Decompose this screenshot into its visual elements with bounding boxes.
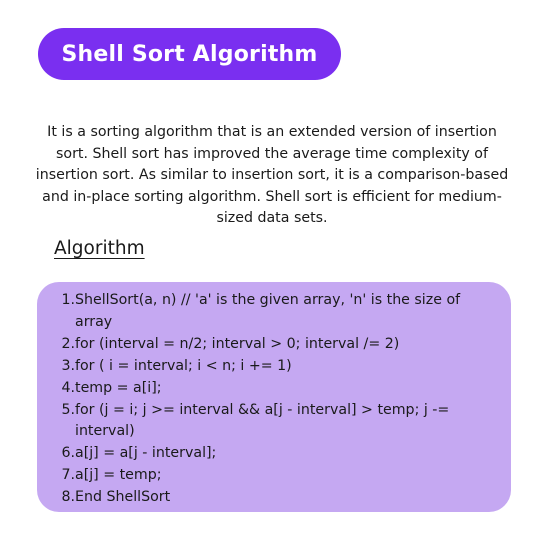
step-text: for (j = i; j >= interval && a[j - interval] > temp; j -= interval) — [75, 401, 450, 440]
step-number: 1. — [61, 292, 75, 308]
title-banner — [38, 28, 341, 80]
algorithm-step — [59, 334, 495, 356]
step-number: 4. — [61, 379, 75, 396]
algorithm-steps — [59, 290, 495, 509]
step-text: temp = a[i]; — [75, 379, 162, 396]
step-number: 8. — [61, 489, 75, 506]
algorithm-step — [59, 290, 495, 334]
algorithm-step — [59, 487, 495, 509]
step-text: for ( i = interval; i < n; i += 1) — [75, 357, 292, 374]
step-number: 6. — [61, 445, 75, 462]
page-title: Shell Sort Algorithm — [61, 41, 318, 67]
algorithm-step — [59, 465, 495, 487]
algorithm-step — [59, 378, 495, 400]
step-text: a[j] = a[j - interval]; — [75, 445, 217, 462]
step-text: End ShellSort — [75, 489, 171, 506]
algorithm-heading: Algorithm — [54, 238, 145, 259]
step-number: 2. — [61, 335, 75, 352]
algorithm-step — [59, 400, 495, 444]
intro-paragraph: It is a sorting algorithm that is an extended version of insertion sort. Shell sort has improved the average time complexity of insertion sort. As similar to insertion sort, it is a comparison-based and in-place sorting algorithm. Shell sort is efficient for medium-sized data sets. — [35, 124, 509, 227]
algorithm-box — [37, 282, 511, 512]
step-text: for (interval = n/2; interval > 0; interval /= 2) — [75, 335, 400, 352]
step-text: a[j] = temp; — [75, 467, 162, 484]
algorithm-step — [59, 356, 495, 378]
algorithm-step — [59, 443, 495, 465]
step-number: 7. — [61, 467, 75, 484]
step-number: 5. — [61, 401, 75, 418]
step-number: 3. — [61, 357, 75, 374]
step-text: ShellSort(a, n) // 'a' is the given array, 'n' is the size of array — [75, 292, 461, 330]
